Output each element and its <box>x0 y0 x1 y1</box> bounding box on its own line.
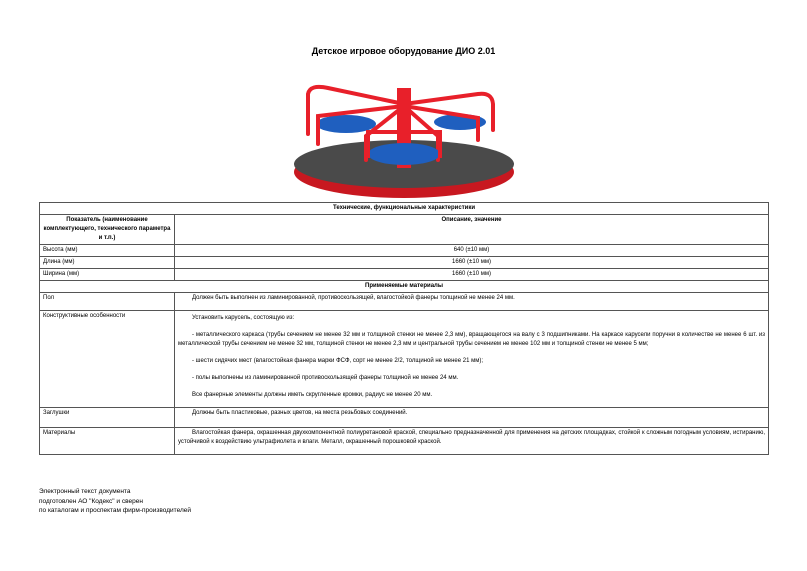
document-title: Детское игровое оборудование ДИО 2.01 <box>311 46 496 56</box>
footer-line: по каталогам и проспектам фирм-производителей <box>39 507 192 514</box>
row-label-width: Ширина (мм) <box>40 269 175 281</box>
section-title-characteristics: Технические, функциональные характеристики <box>40 203 769 215</box>
specification-table <box>39 202 769 455</box>
row-label-floor: Пол <box>40 293 175 311</box>
row-value-width: 1660 (±10 мм) <box>175 269 769 281</box>
construction-paragraph: - полы выполнены из ламинированной противоскользящей фанеры толщиной не менее 24 мм. <box>192 375 459 381</box>
seat-front <box>368 143 440 165</box>
section-title-materials: Применяемые материалы <box>40 281 769 293</box>
row-value-plugs: Должны быть пластиковые, разных цветов, на места резьбовых соединений. <box>175 408 769 428</box>
row-label-length: Длина (мм) <box>40 257 175 269</box>
table-row <box>40 269 769 281</box>
table-row <box>40 257 769 269</box>
row-value-construction <box>175 311 769 408</box>
column-header-description: Описание, значение <box>175 215 769 245</box>
table-row <box>40 311 769 408</box>
construction-paragraph: Установить карусель, состоящую из: <box>192 315 295 321</box>
row-value-materials: Влагостойкая фанера, окрашенная двухкомпонентной полиуретановой краской, специально предназначенной для применения на детских площадках, стойкой к сложным погодным условиям, истиранию, устойчивой к воздействию ультрафиолета и влаги. Металл, окрашенный порошковой краской. <box>175 428 769 455</box>
row-value-length: 1660 (±10 мм) <box>175 257 769 269</box>
construction-paragraph: - металлического каркаса (трубы сечением не менее 32 мм и толщиной стенки не менее 2,3 мм), вращающегося на валу с 3 подшипниками. На каркасе карусели поручни в количестве не менее 6 шт. из металлической трубы сечением не менее 32 мм, толщиной стенки не менее 2,3 мм и центральной трубы сечением не менее 102 мм и толщиной стенки не менее 5 мм; <box>178 332 765 347</box>
table-row <box>40 408 769 428</box>
carousel-illustration <box>288 74 520 202</box>
footer-line: Электронный текст документа <box>39 488 131 495</box>
construction-paragraph: - шести сидячих мест (влагостойкая фанера марки ФСФ, сорт не менее 2/2, толщиной не менее 21 мм); <box>192 358 484 364</box>
table-row <box>40 245 769 257</box>
row-label-construction: Конструктивные особенности <box>40 311 175 408</box>
column-header-indicator: Показатель (наименование комплектующего, технического параметра и т.п.) <box>40 215 175 245</box>
footer-line: подготовлен АО "Кодекс" и сверен <box>39 497 143 505</box>
construction-paragraph: Все фанерные элементы должны иметь скругленные кромки, радиус не менее 20 мм. <box>192 392 433 398</box>
footer-note <box>39 487 191 516</box>
row-label-plugs: Заглушки <box>40 408 175 428</box>
row-value-floor: Должен быть выполнен из ламинированной, противоскользящей, влагостойкой фанеры толщиной не менее 24 мм. <box>175 293 769 311</box>
row-label-height: Высота (мм) <box>40 245 175 257</box>
row-label-materials: Материалы <box>40 428 175 455</box>
table-row <box>40 428 769 455</box>
row-value-height: 640 (±10 мм) <box>175 245 769 257</box>
table-row <box>40 293 769 311</box>
